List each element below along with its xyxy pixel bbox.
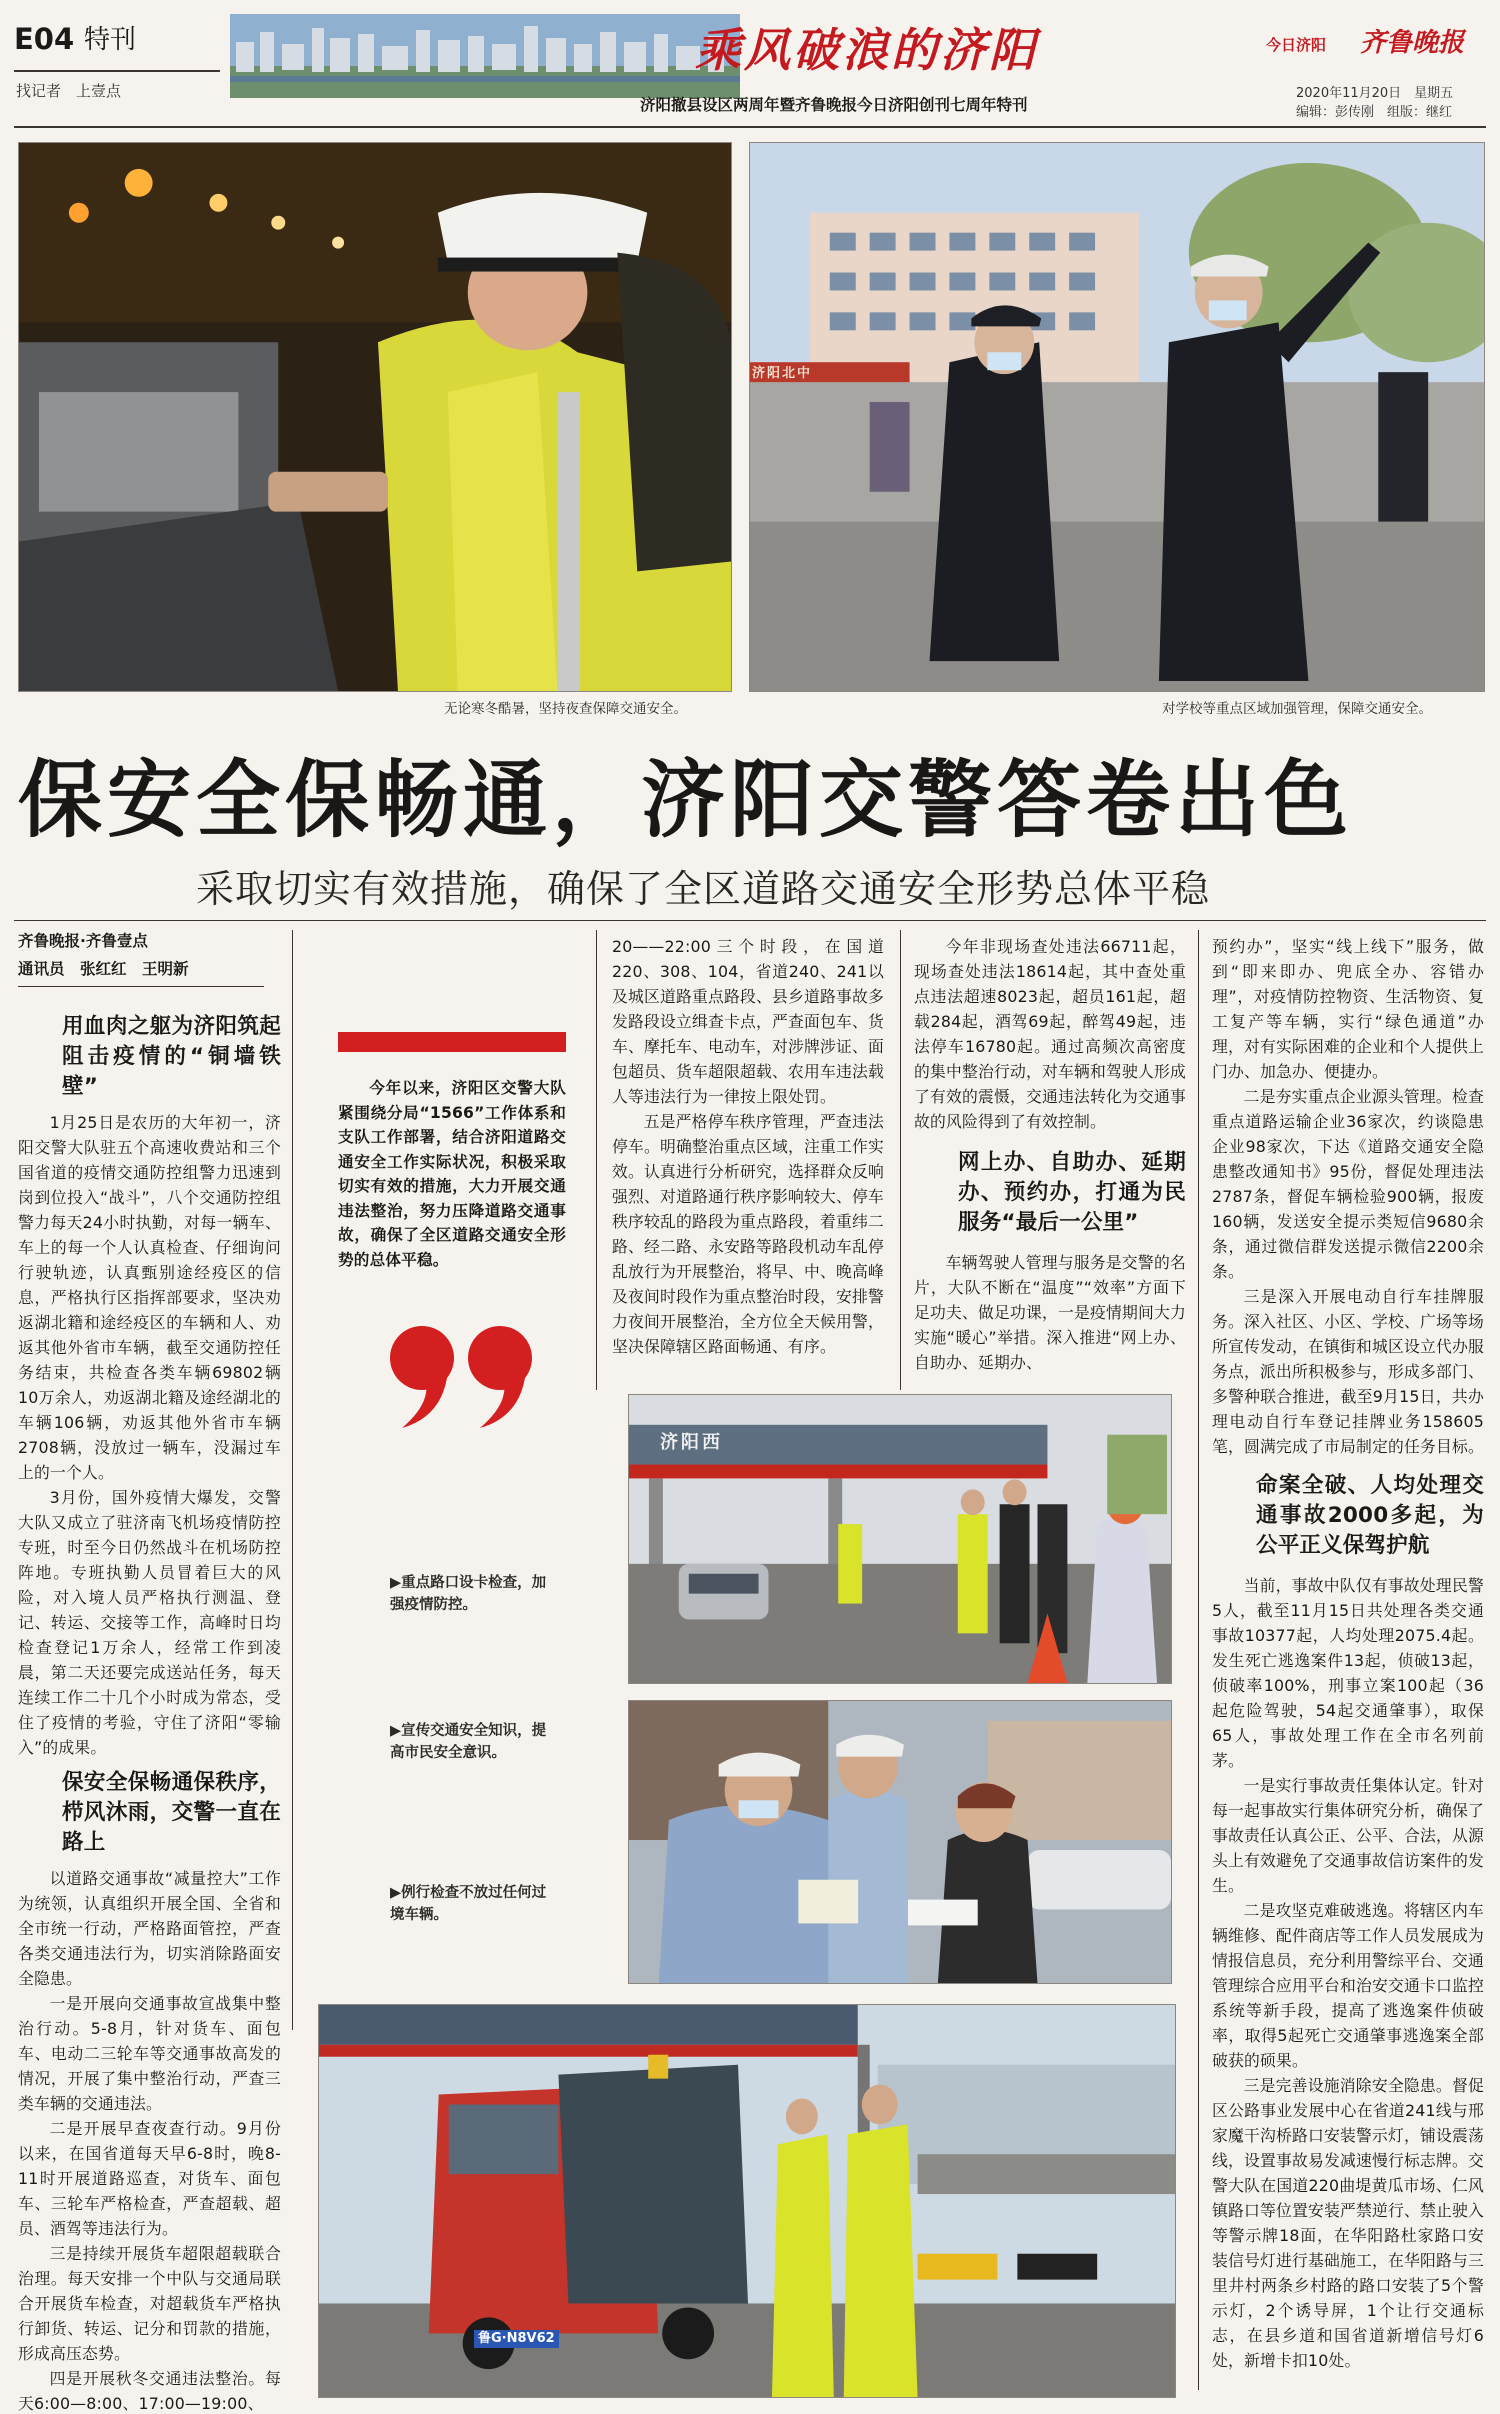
section-heading-service: 网上办、自助办、延期办、预约办，打通为民服务“最后一公里” bbox=[958, 1150, 1186, 1235]
header-slogan: 找记者 上壹点 bbox=[16, 82, 122, 100]
paragraph: 今年非现场查处违法66711起，现场查处违法18614起，其中查处重点违法超速8023起，超员161起，超载284起，酒驾69起，醉驾49起，违法停车16780起。通过高频次高密度的集中整治行动，对车辆和驾驶人形成了有效的震慑，交通违法转化为交通事故的风险得到了有效控制。 bbox=[914, 937, 1186, 1131]
caption-top-left: 无论寒冬酷暑，坚持夜查保障交通安全。 bbox=[444, 701, 687, 717]
lead-red-bar bbox=[338, 1032, 566, 1052]
quote-mark-icon bbox=[382, 1318, 552, 1438]
school-sign: 济阳北中 bbox=[752, 366, 813, 381]
photo-night-checkpoint bbox=[18, 142, 732, 692]
paragraph: 以道路交通事故“减量控大”工作为统领，认真组织开展全国、全省和全市统一行动，严格路面管控，严查各类交通违法行为，切实消除路面安全隐患。 bbox=[18, 1869, 281, 1988]
caption-checkpoint: ▶重点路口设卡检查，加强疫情防控。 bbox=[390, 1575, 547, 1613]
paragraph: 三是深入开展电动自行车挂牌服务。深入社区、小区、学校、广场等场所宣传发动，在镇街和城区设立代办服务点，派出所积极参与，形成多部门、多警种联合推进，截至9月15日，共办理电动自行车登记挂牌业务158605笔，圆满完成了市局制定的任务目标。 bbox=[1212, 1287, 1484, 1456]
editor-credits: 编辑：彭传刚 组版：继红 bbox=[1296, 105, 1453, 120]
photo-school-traffic bbox=[749, 142, 1485, 692]
banner-subtitle: 济阳撤县设区两周年暨齐鲁晚报今日济阳创刊七周年特刊 bbox=[640, 96, 1028, 114]
main-subheadline: 采取切实有效措施，确保了全区道路交通安全形势总体平稳 bbox=[196, 867, 1211, 911]
photo-truck-inspection bbox=[318, 2004, 1176, 2398]
paragraph: 一是实行事故责任集体认定。针对每一起事故实行集体研究分析，确保了事故责任认真公正、公平、合法，从源头上有效避免了交通事故信访案件的发生。 bbox=[1212, 1776, 1484, 1895]
byline-agency: 齐鲁晚报·齐鲁壹点 bbox=[18, 932, 148, 950]
headline-rule bbox=[14, 920, 1486, 921]
article-col-4 bbox=[914, 934, 1186, 1375]
caption-propaganda: ▶宣传交通安全知识，提高市民安全意识。 bbox=[390, 1723, 547, 1761]
column-divider-2 bbox=[596, 930, 597, 1390]
photo-safety-leaflets bbox=[628, 1700, 1172, 1984]
paragraph: 当前，事故中队仅有事故处理民警5人，截至11月15日共处理各类交通事故10377起，人均处理2075.4起。发生死亡逃逸案件13起，侦破13起，侦破率100%，刑事立案100起（36起危险驾驶，54起交通肇事），取保65人，事故处理工作在全市名列前茅。 bbox=[1212, 1576, 1484, 1770]
paragraph: 1月25日是农历的大年初一，济阳交警大队驻五个高速收费站和三个国省道的疫情交通防控组警力迅速到岗到位投入“战斗”，八个交通防控组警力每天24小时执勤，对每一辆车、车上的每一个人认真检查、仔细询问行驶轨迹，认真甄别途经疫区的信息，严格执行区指挥部要求，坚决劝返湖北籍和途经疫区的车辆和人、劝返其他外省市车辆，截至交通防控任务结束，共检查各类车辆69802辆10万余人，劝返湖北籍及途经湖北的车辆106辆，劝返其他外省市车辆2708辆，没放过一辆车，没漏过车上的一个人。 bbox=[18, 1113, 281, 1482]
column-divider-4 bbox=[1198, 930, 1199, 2390]
caption-top-right: 对学校等重点区域加强管理，保障交通安全。 bbox=[1162, 701, 1432, 717]
paragraph: 三是持续开展货车超限超载联合治理。每天安排一个中队与交通局联合开展货车检查，对超载货车严格执行卸货、转运、记分和罚款的措施，形成高压态势。 bbox=[18, 2244, 281, 2363]
paragraph: 一是开展向交通事故宣战集中整治行动。5-8月，针对货车、面包车、电动二三轮车等交通事故高发的情况，开展了集中整治行动，严查三类车辆的交通违法。 bbox=[18, 1994, 281, 2113]
toll-station-sign: 济阳西 bbox=[660, 1432, 723, 1453]
paragraph: 二是攻坚克难破逃逸。将辖区内车辆维修、配件商店等工作人员发展成为情报信息员，充分利用警综平台、交通管理综合应用平台和治安交通卡口监控系统等新手段，提高了逃逸案件侦破率，取得5起死亡交通肇事逃逸案全部破获的硕果。 bbox=[1212, 1901, 1484, 2070]
banner-title: 乘风破浪的济阳 bbox=[695, 23, 1038, 77]
brand-big: 齐鲁晚报 bbox=[1360, 28, 1465, 58]
main-headline: 保安全保畅通，济阳交警答卷出色 bbox=[18, 751, 1354, 849]
section-heading-epidemic: 用血肉之躯为济阳筑起阻击疫情的“铜墙铁壁” bbox=[62, 1014, 281, 1099]
issue-date: 2020年11月20日 星期五 bbox=[1296, 86, 1454, 101]
paragraph: 20——22:00三个时段，在国道220、308、104，省道240、241以及城区道路重点路段、县乡道路事故多发路段设立缉查卡点，严查面包车、货车、摩托车、电动车，对涉牌涉证、面包超员、货车超限超载、农用车违法载人等违法行为一律按上限处罚。 bbox=[612, 937, 884, 1106]
article-col-1 bbox=[18, 1012, 281, 2414]
paragraph: 3月份，国外疫情大爆发，交警大队又成立了驻济南飞机场疫情防控专班，时至今日仍然战斗在机场防控阵地。专班执勤人员冒着巨大的风险，对入境人员严格执行测温、登记、转运、交接等工作，高峰时日均检查登记1万余人，经常工作到凌晨，第二天还要完成送站任务，每天连续工作二十几个小时成为常态，受住了疫情的考验，守住了济阳“零输入”的成果。 bbox=[18, 1488, 281, 1757]
truck-license-plate: 鲁G·N8V62 bbox=[474, 2330, 559, 2348]
paragraph: 三是完善设施消除安全隐患。督促区公路事业发展中心在省道241线与邢家魔干沟桥路口安装警示灯，铺设震荡线，设置事故易发减速慢行标志牌。交警大队在国道220曲堤黄瓜市场、仁风镇路口等位置安装严禁逆行、禁止驶入等警示牌18面，在华阳路杜家路口安装信号灯进行基础施工，在华阳路与三里井村两条乡村路的路口安装了5个警示灯，2个诱导屏，1个让行交通标志，在县乡道和国省道新增信号灯6处，新增卡扣10处。 bbox=[1212, 2076, 1484, 2370]
byline-rule bbox=[18, 986, 264, 987]
article-col-5 bbox=[1212, 934, 1484, 2373]
paragraph: 车辆驾驶人管理与服务是交警的名片，大队不断在“温度”“效率”方面下足功夫、做足功课，一是疫情期间大力实施“暖心”举措。深入推进“网上办、自助办、延期办、 bbox=[914, 1253, 1186, 1372]
header-divider-left bbox=[14, 70, 220, 72]
paragraph: 五是严格停车秩序管理，严查违法停车。明确整治重点区域，注重工作实效。认真进行分析研究，选择群众反响强烈、对道路通行秩序影响较大、停车秩序较乱的路段为重点路段，着重纬二路、经二路、永安路等路段机动车乱停乱放行为开展整治，将早、中、晚高峰及夜间时段作为重点整治时段，安排警力夜间开展整治，全方位全天候用警，坚决保障辖区路面畅通、有序。 bbox=[612, 1112, 884, 1356]
paragraph: 四是开展秋冬交通违法整治。每天6:00—8:00、17:00—19:00、 bbox=[18, 2369, 281, 2413]
lead-paragraph: 今年以来，济阳区交警大队紧围绕分局“1566”工作体系和支队工作部署，结合济阳道路交通安全工作实际状况，积极采取切实有效的措施，大力开展交通违法整治，努力压降道路交通事故，确保了全区道路交通安全形势的总体平稳。 bbox=[338, 1079, 566, 1269]
section-name: 特刊 bbox=[84, 25, 137, 55]
article-col-3 bbox=[612, 934, 884, 1359]
brand-small: 今日济阳 bbox=[1266, 36, 1327, 54]
page-number: E04 bbox=[14, 22, 75, 56]
paragraph: 预约办”，坚实“线上线下”服务，做到“即来即办、兜底全办、容错办理”，对疫情防控物资、生活物资、复工复产等车辆，实行“绿色通道”办理，对有实际困难的企业和个人提供上门办、加急办、便捷办。 bbox=[1212, 937, 1484, 1081]
banner-cityscape bbox=[230, 14, 740, 98]
caption-vehicle-check: ▶例行检查不放过任何过境车辆。 bbox=[390, 1885, 547, 1923]
column-divider-3 bbox=[900, 930, 901, 1390]
paragraph: 二是开展早查夜查行动。9月份以来，在国省道每天早6-8时，晚8-11时开展道路巡查，对货车、面包车、三轮车严格检查，严查超载、超员、酒驾等违法行为。 bbox=[18, 2119, 281, 2238]
byline-reporters: 通讯员 张红红 王明新 bbox=[18, 960, 189, 978]
header-rule bbox=[14, 126, 1486, 128]
paragraph: 二是夯实重点企业源头管理。检查重点道路运输企业36家次，约谈隐患企业98家次，下达《道路交通安全隐患整改通知书》95份，督促处理违法2787条，督促车辆检验900辆，报废160辆，发送安全提示类短信9680余条，通过微信群发送提示微信2200余条。 bbox=[1212, 1087, 1484, 1281]
section-heading-order: 保安全保畅通保秩序，栉风沐雨，交警一直在路上 bbox=[62, 1770, 281, 1855]
section-heading-accidents: 命案全破、人均处理交通事故2000多起，为公平正义保驾护航 bbox=[1256, 1473, 1484, 1558]
column-divider-1 bbox=[292, 930, 293, 2030]
